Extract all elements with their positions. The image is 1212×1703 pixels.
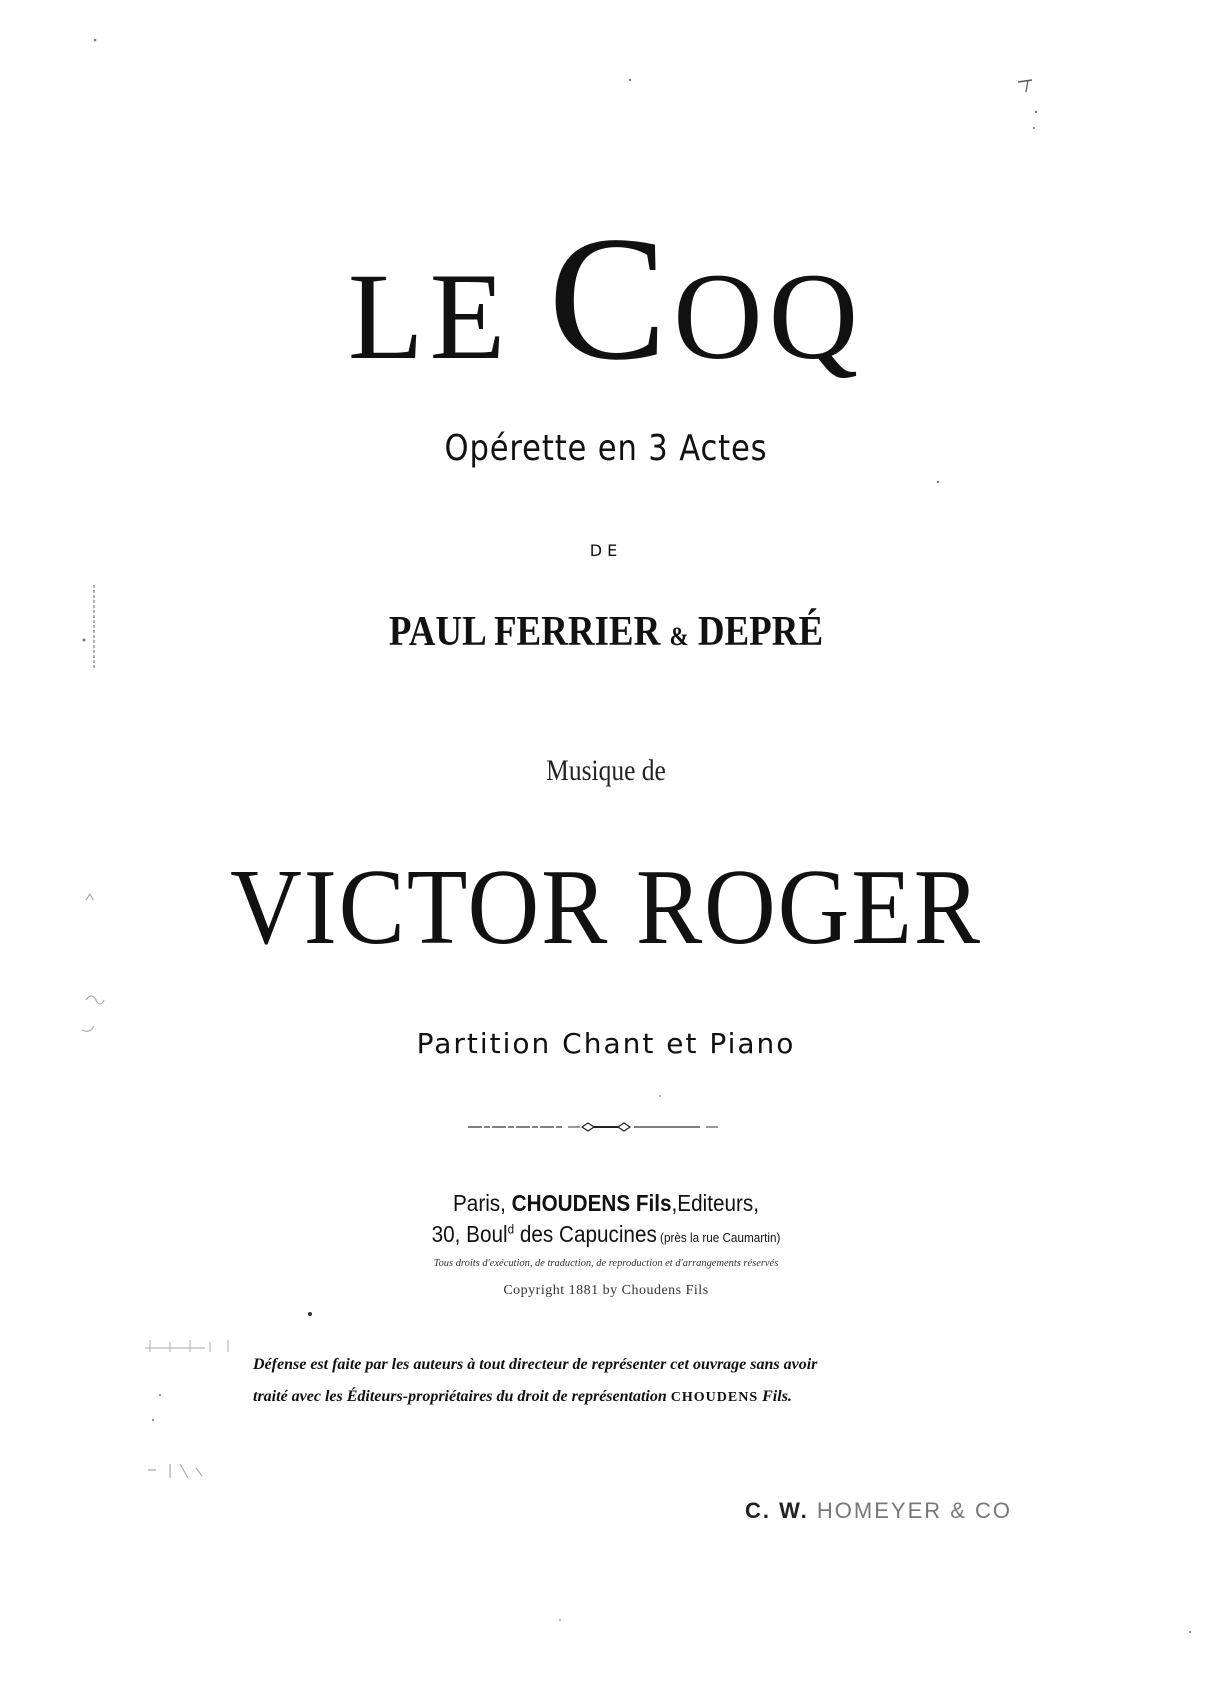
librettist-2: DEPRÉ: [697, 609, 824, 655]
performance-notice-line-2: [253, 1388, 973, 1406]
publisher-line: [61, 1190, 1152, 1217]
publisher-name: CHOUDENS Fils: [511, 1190, 672, 1216]
librettist-1: PAUL FERRIER: [388, 609, 661, 655]
address-note: (près la rue Caumartin): [656, 1230, 781, 1245]
title-part-oq: OQ: [673, 248, 865, 385]
notice-line2-suffix: Fils.: [758, 1388, 792, 1405]
publisher-address: [61, 1221, 1152, 1248]
dealer-stamp: [745, 1498, 1012, 1524]
performance-notice-line-1: Défense est faite par les auteurs à tout directeur de représenter cet ouvrage sans avoir: [253, 1356, 818, 1373]
notice-line2-text: traité avec les Éditeurs-propriétaires du droit de représentation: [253, 1388, 671, 1405]
publisher-role: ,Editeurs,: [671, 1190, 759, 1216]
rights-reserved: Tous droits d'exécution, de traduction, de reproduction et d'arrangements réservés: [433, 1257, 779, 1269]
address-street: des Capucines: [514, 1221, 657, 1247]
de-label: DE: [589, 541, 623, 560]
notice-publisher-name: CHOUDENS: [670, 1390, 759, 1405]
ornament-divider: [468, 1120, 718, 1134]
address-sup: d: [507, 1221, 515, 1237]
librettists: [73, 608, 1140, 656]
stamp-rest: HOMEYER & CO: [816, 1498, 1013, 1523]
ampersand: &: [669, 622, 689, 651]
music-by-label: Musique de: [546, 754, 666, 787]
publisher-city: Paris,: [453, 1190, 512, 1216]
title-part-le: LE: [347, 248, 549, 385]
copyright-line: Copyright 1881 by Choudens Fils: [503, 1283, 709, 1298]
composer-name: VICTOR ROGER: [230, 848, 982, 967]
opera-subtitle: Opérette en 3 Actes: [444, 428, 768, 469]
opera-title: [0, 195, 1212, 401]
address-prefix: 30, Boul: [431, 1221, 508, 1247]
edition-type: Partition Chant et Piano: [416, 1027, 796, 1060]
title-part-c: C: [548, 199, 674, 397]
stamp-prefix: C. W.: [745, 1498, 817, 1523]
